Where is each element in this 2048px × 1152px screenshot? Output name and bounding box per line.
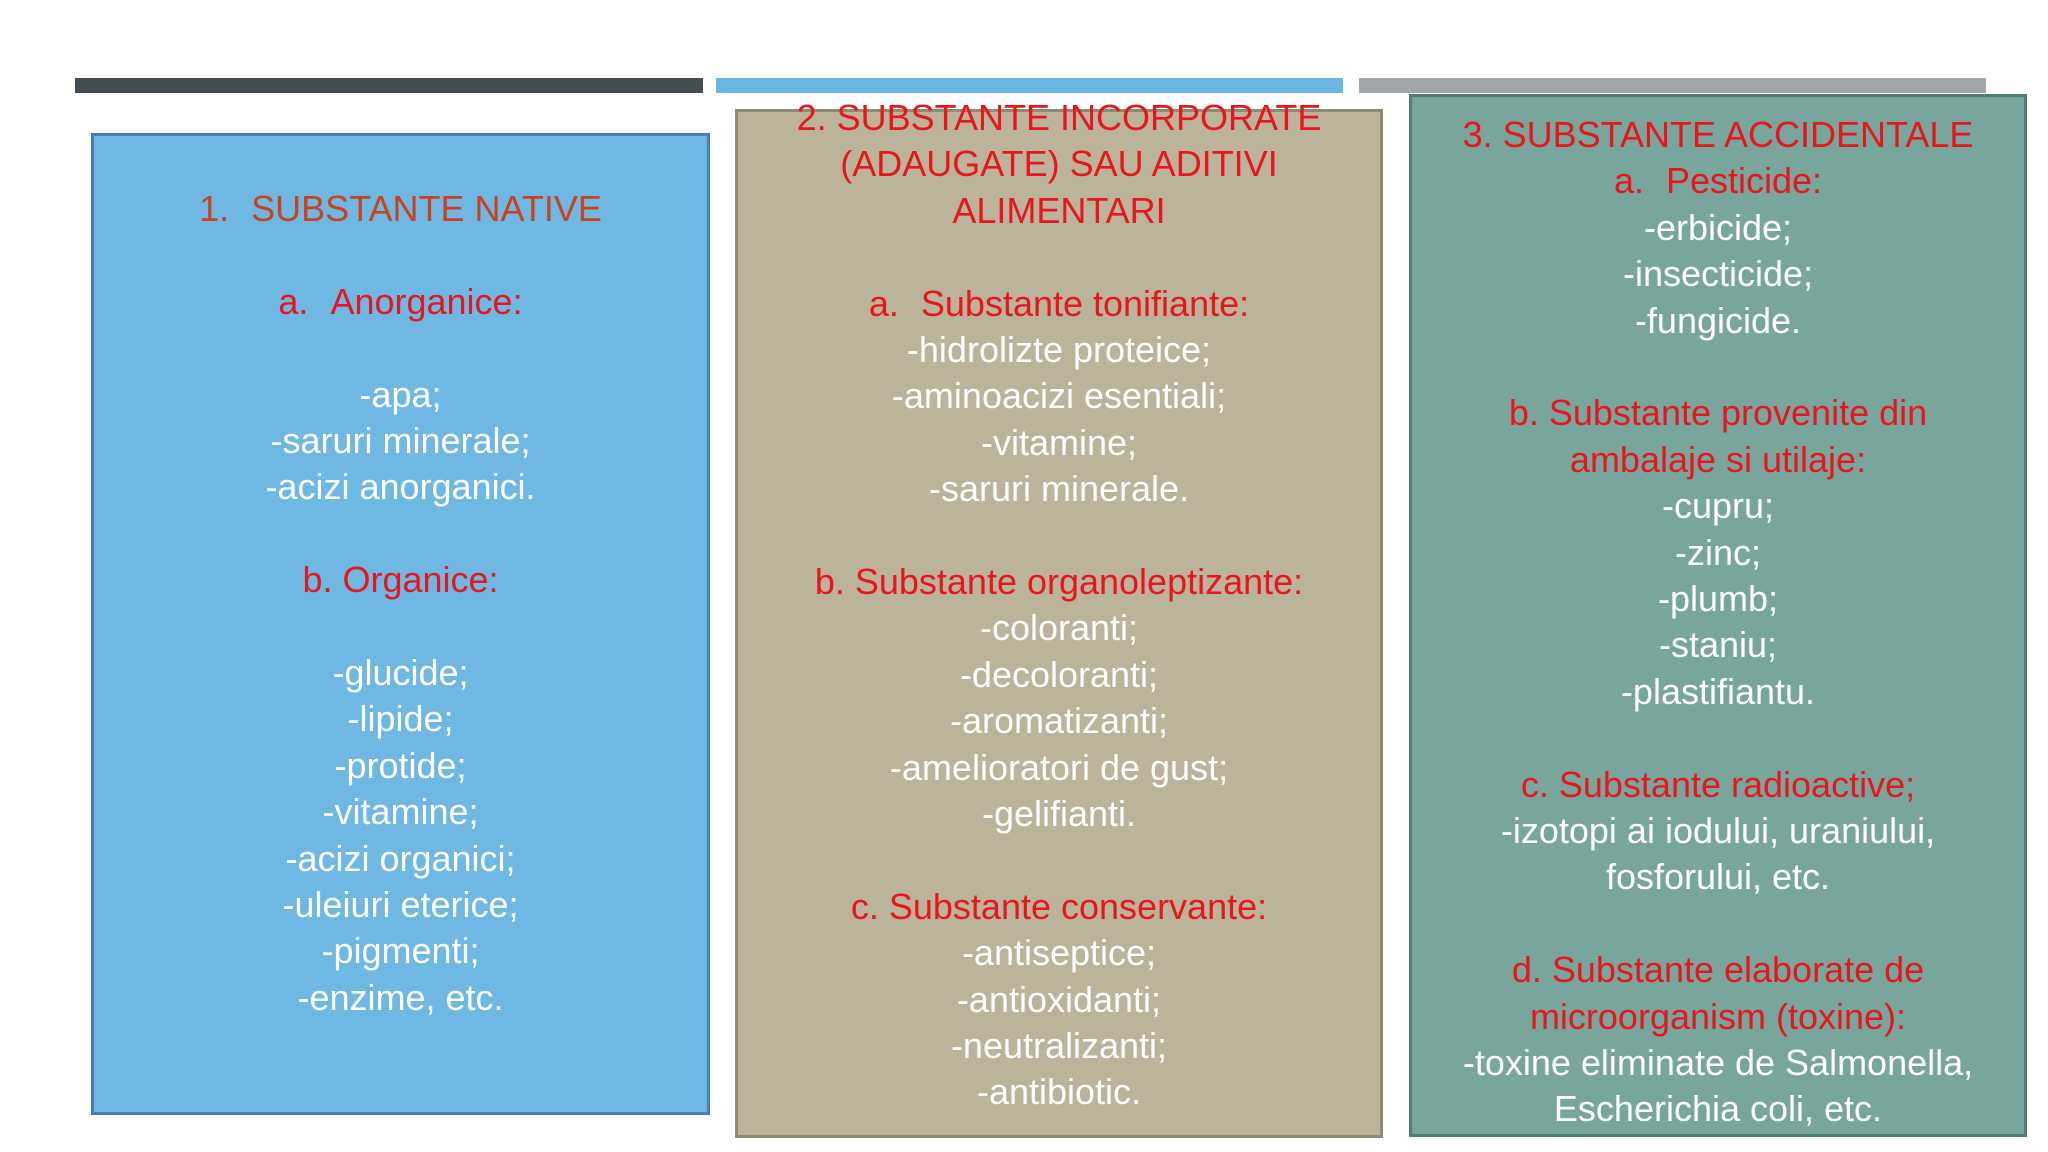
list-item: -insecticide;: [1622, 253, 1814, 295]
list-item: -saruri minerale.: [928, 468, 1190, 510]
list-item: -vitamine;: [322, 791, 479, 833]
spacer: [1412, 715, 2024, 761]
spacer: [94, 511, 707, 557]
list-item: -amelioratori de gust;: [889, 746, 1229, 788]
list-item: -uleiuri eterice;: [282, 884, 519, 926]
section-heading-a: [738, 281, 1380, 327]
spacer: [738, 234, 1380, 280]
list-item: -aminoacizi esentiali;: [891, 375, 1227, 417]
panel-title-line: (ADAUGATE) SAU ADITIVI: [840, 143, 1278, 185]
section-heading-a: [94, 279, 707, 325]
list-item: -aromatizanti;: [949, 700, 1169, 742]
list-item: fosforului, etc.: [1605, 856, 1831, 898]
list-item: -neutralizanti;: [950, 1025, 1168, 1067]
list-item: -hidrolizte proteice;: [906, 329, 1212, 371]
section-heading-text: Anorganice:: [330, 280, 523, 322]
top-accent-bar-dark: [75, 78, 703, 93]
section-heading-text: Pesticide:: [1665, 160, 1823, 202]
list-item: -erbicide;: [1643, 206, 1793, 248]
list-item: -cupru;: [1661, 485, 1775, 527]
list-item: -toxine eliminate de Salmonella,: [1462, 1042, 1974, 1084]
list-item: -enzime, etc.: [297, 976, 504, 1018]
section-heading-b: b. Organice:: [302, 559, 499, 601]
section-letter: a.: [868, 282, 899, 324]
panel-title: 3. SUBSTANTE ACCIDENTALE: [1462, 114, 1974, 155]
spacer: [94, 604, 707, 650]
spacer: [738, 513, 1380, 559]
panel-title-line: 2. SUBSTANTE INCORPORATE: [796, 97, 1322, 138]
list-item: -lipide;: [347, 698, 454, 740]
list-item: -coloranti;: [979, 607, 1139, 649]
section-letter: a.: [1613, 160, 1644, 202]
list-item: -glucide;: [332, 652, 469, 693]
panel-title: [94, 186, 707, 232]
title-number: 1.: [199, 188, 230, 229]
list-item: -plumb;: [1657, 578, 1779, 620]
list-item: -antibiotic.: [976, 1071, 1142, 1113]
list-item: -decoloranti;: [959, 653, 1159, 695]
list-item: -saruri minerale;: [270, 420, 531, 461]
list-item: -acizi organici;: [285, 837, 516, 879]
section-heading-text: Substante tonifiante:: [920, 282, 1250, 324]
list-item: -protide;: [334, 744, 467, 786]
list-item: -antiseptice;: [961, 932, 1157, 974]
section-heading-b: ambalaje si utilaje:: [1569, 438, 1867, 480]
panel-title-line: ALIMENTARI: [952, 189, 1166, 231]
section-heading-c: c. Substante conservante:: [850, 885, 1268, 927]
list-item: -antioxidanti;: [956, 978, 1162, 1020]
section-heading-a: [1412, 158, 2024, 204]
section-heading-d: d. Substante elaborate de: [1511, 949, 1925, 991]
incorporated-substances-panel: [735, 97, 1383, 1138]
list-item: -izotopi ai iodului, uraniului,: [1500, 810, 1936, 852]
accidental-substances-panel: [1409, 94, 2027, 1137]
list-item: -apa;: [359, 373, 442, 415]
section-heading-c: c. Substante radioactive;: [1520, 763, 1916, 805]
spacer: [94, 232, 707, 278]
list-item: -fungicide.: [1634, 299, 1802, 341]
list-item: Escherichia coli, etc.: [1553, 1088, 1883, 1130]
top-accent-bar-gray: [1359, 78, 1986, 93]
list-item: -zinc;: [1674, 531, 1761, 573]
spacer: [738, 837, 1380, 883]
section-heading-b: b. Substante provenite din: [1508, 392, 1928, 434]
spacer: [1412, 901, 2024, 947]
section-heading-b: b. Substante organoleptizante:: [814, 561, 1304, 603]
list-item: -plastifiantu.: [1620, 670, 1816, 712]
list-item: -pigmenti;: [321, 930, 480, 972]
list-item: -vitamine;: [980, 421, 1138, 463]
title-text: SUBSTANTE NATIVE: [251, 188, 602, 229]
spacer: [1412, 344, 2024, 390]
spacer: [94, 325, 707, 371]
list-item: -staniu;: [1658, 624, 1778, 666]
list-item: -gelifianti.: [981, 793, 1137, 835]
top-accent-bar-blue: [716, 78, 1343, 93]
section-heading-d: microorganism (toxine):: [1529, 995, 1907, 1037]
native-substances-panel: [91, 133, 710, 1115]
list-item: -acizi anorganici.: [265, 466, 536, 508]
section-letter: a.: [278, 280, 309, 322]
